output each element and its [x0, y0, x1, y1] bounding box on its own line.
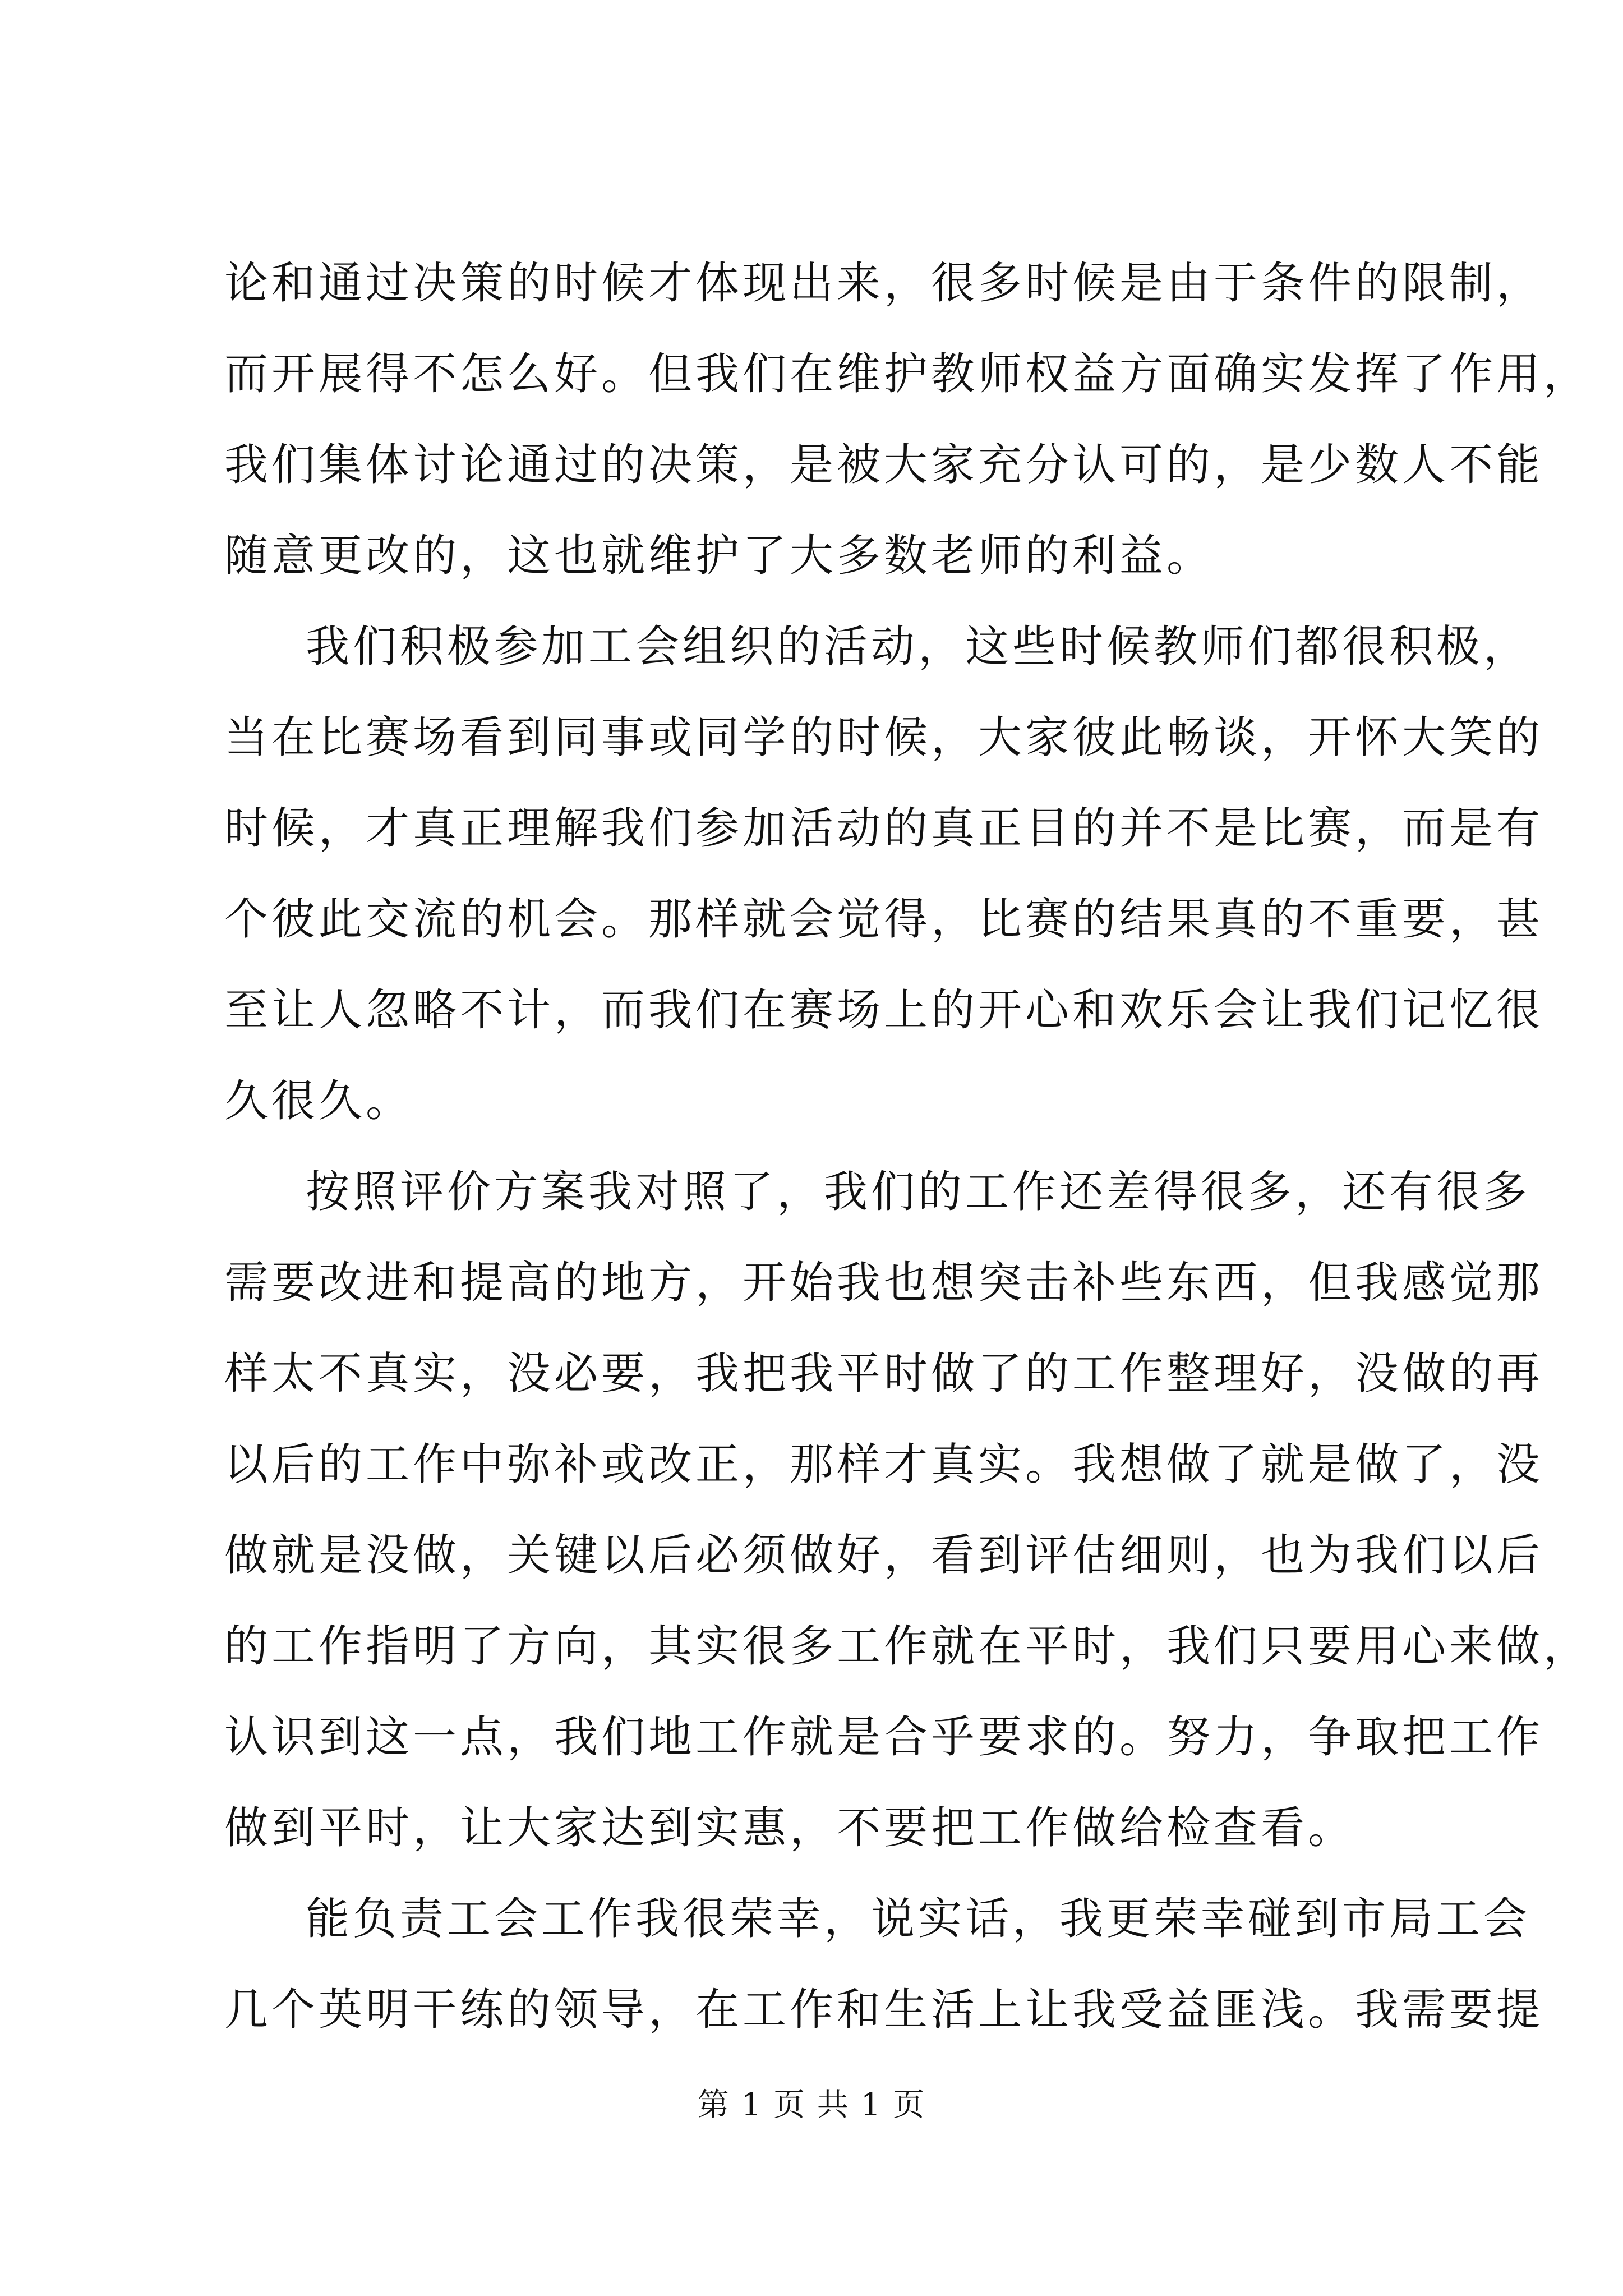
text-line: 个彼此交流的机会。那样就会觉得，比赛的结果真的不重要，甚: [224, 894, 1544, 945]
paragraph-first-line: 能负责工会工作我很荣幸，说实话，我更荣幸碰到市局工会: [306, 1894, 1531, 1944]
text-line: 久很久。: [224, 1076, 413, 1126]
text-line: 随意更改的，这也就维护了大多数老师的利益。: [224, 531, 1214, 581]
paragraph-first-line: 按照评价方案我对照了，我们的工作还差得很多，还有很多: [306, 1167, 1531, 1217]
text-line: 论和通过决策的时候才体现出来，很多时候是由于条件的限制，: [224, 258, 1544, 309]
page-number-footer: 第 1 页 共 1 页: [697, 2087, 926, 2123]
text-line: 时候，才真正理解我们参加活动的真正目的并不是比赛，而是有: [224, 803, 1544, 854]
text-line: 做就是没做，关键以后必须做好，看到评估细则，也为我们以后: [224, 1530, 1544, 1581]
text-line: 而开展得不怎么好。但我们在维护教师权益方面确实发挥了作用，: [224, 349, 1591, 399]
text-line: 以后的工作中弥补或改正，那样才真实。我想做了就是做了，没: [224, 1439, 1544, 1490]
text-line: 样太不真实，没必要，我把我平时做了的工作整理好，没做的再: [224, 1349, 1544, 1399]
text-line: 做到平时，让大家达到实惠，不要把工作做给检查看。: [224, 1803, 1355, 1853]
text-line: 的工作指明了方向，其实很多工作就在平时，我们只要用心来做，: [224, 1621, 1591, 1672]
paragraph-first-line: 我们积极参加工会组织的活动，这些时候教师们都很积极，: [306, 622, 1531, 672]
text-line: 至让人忽略不计，而我们在赛场上的开心和欢乐会让我们记忆很: [224, 985, 1544, 1036]
text-line: 几个英明干练的领导，在工作和生活上让我受益匪浅。我需要提: [224, 1985, 1544, 2035]
text-line: 需要改进和提高的地方，开始我也想突击补些东西，但我感觉那: [224, 1258, 1544, 1308]
text-line: 我们集体讨论通过的决策，是被大家充分认可的，是少数人不能: [224, 440, 1544, 490]
text-line: 认识到这一点，我们地工作就是合乎要求的。努力，争取把工作: [224, 1712, 1544, 1763]
text-line: 当在比赛场看到同事或同学的时候，大家彼此畅谈，开怀大笑的: [224, 712, 1544, 763]
